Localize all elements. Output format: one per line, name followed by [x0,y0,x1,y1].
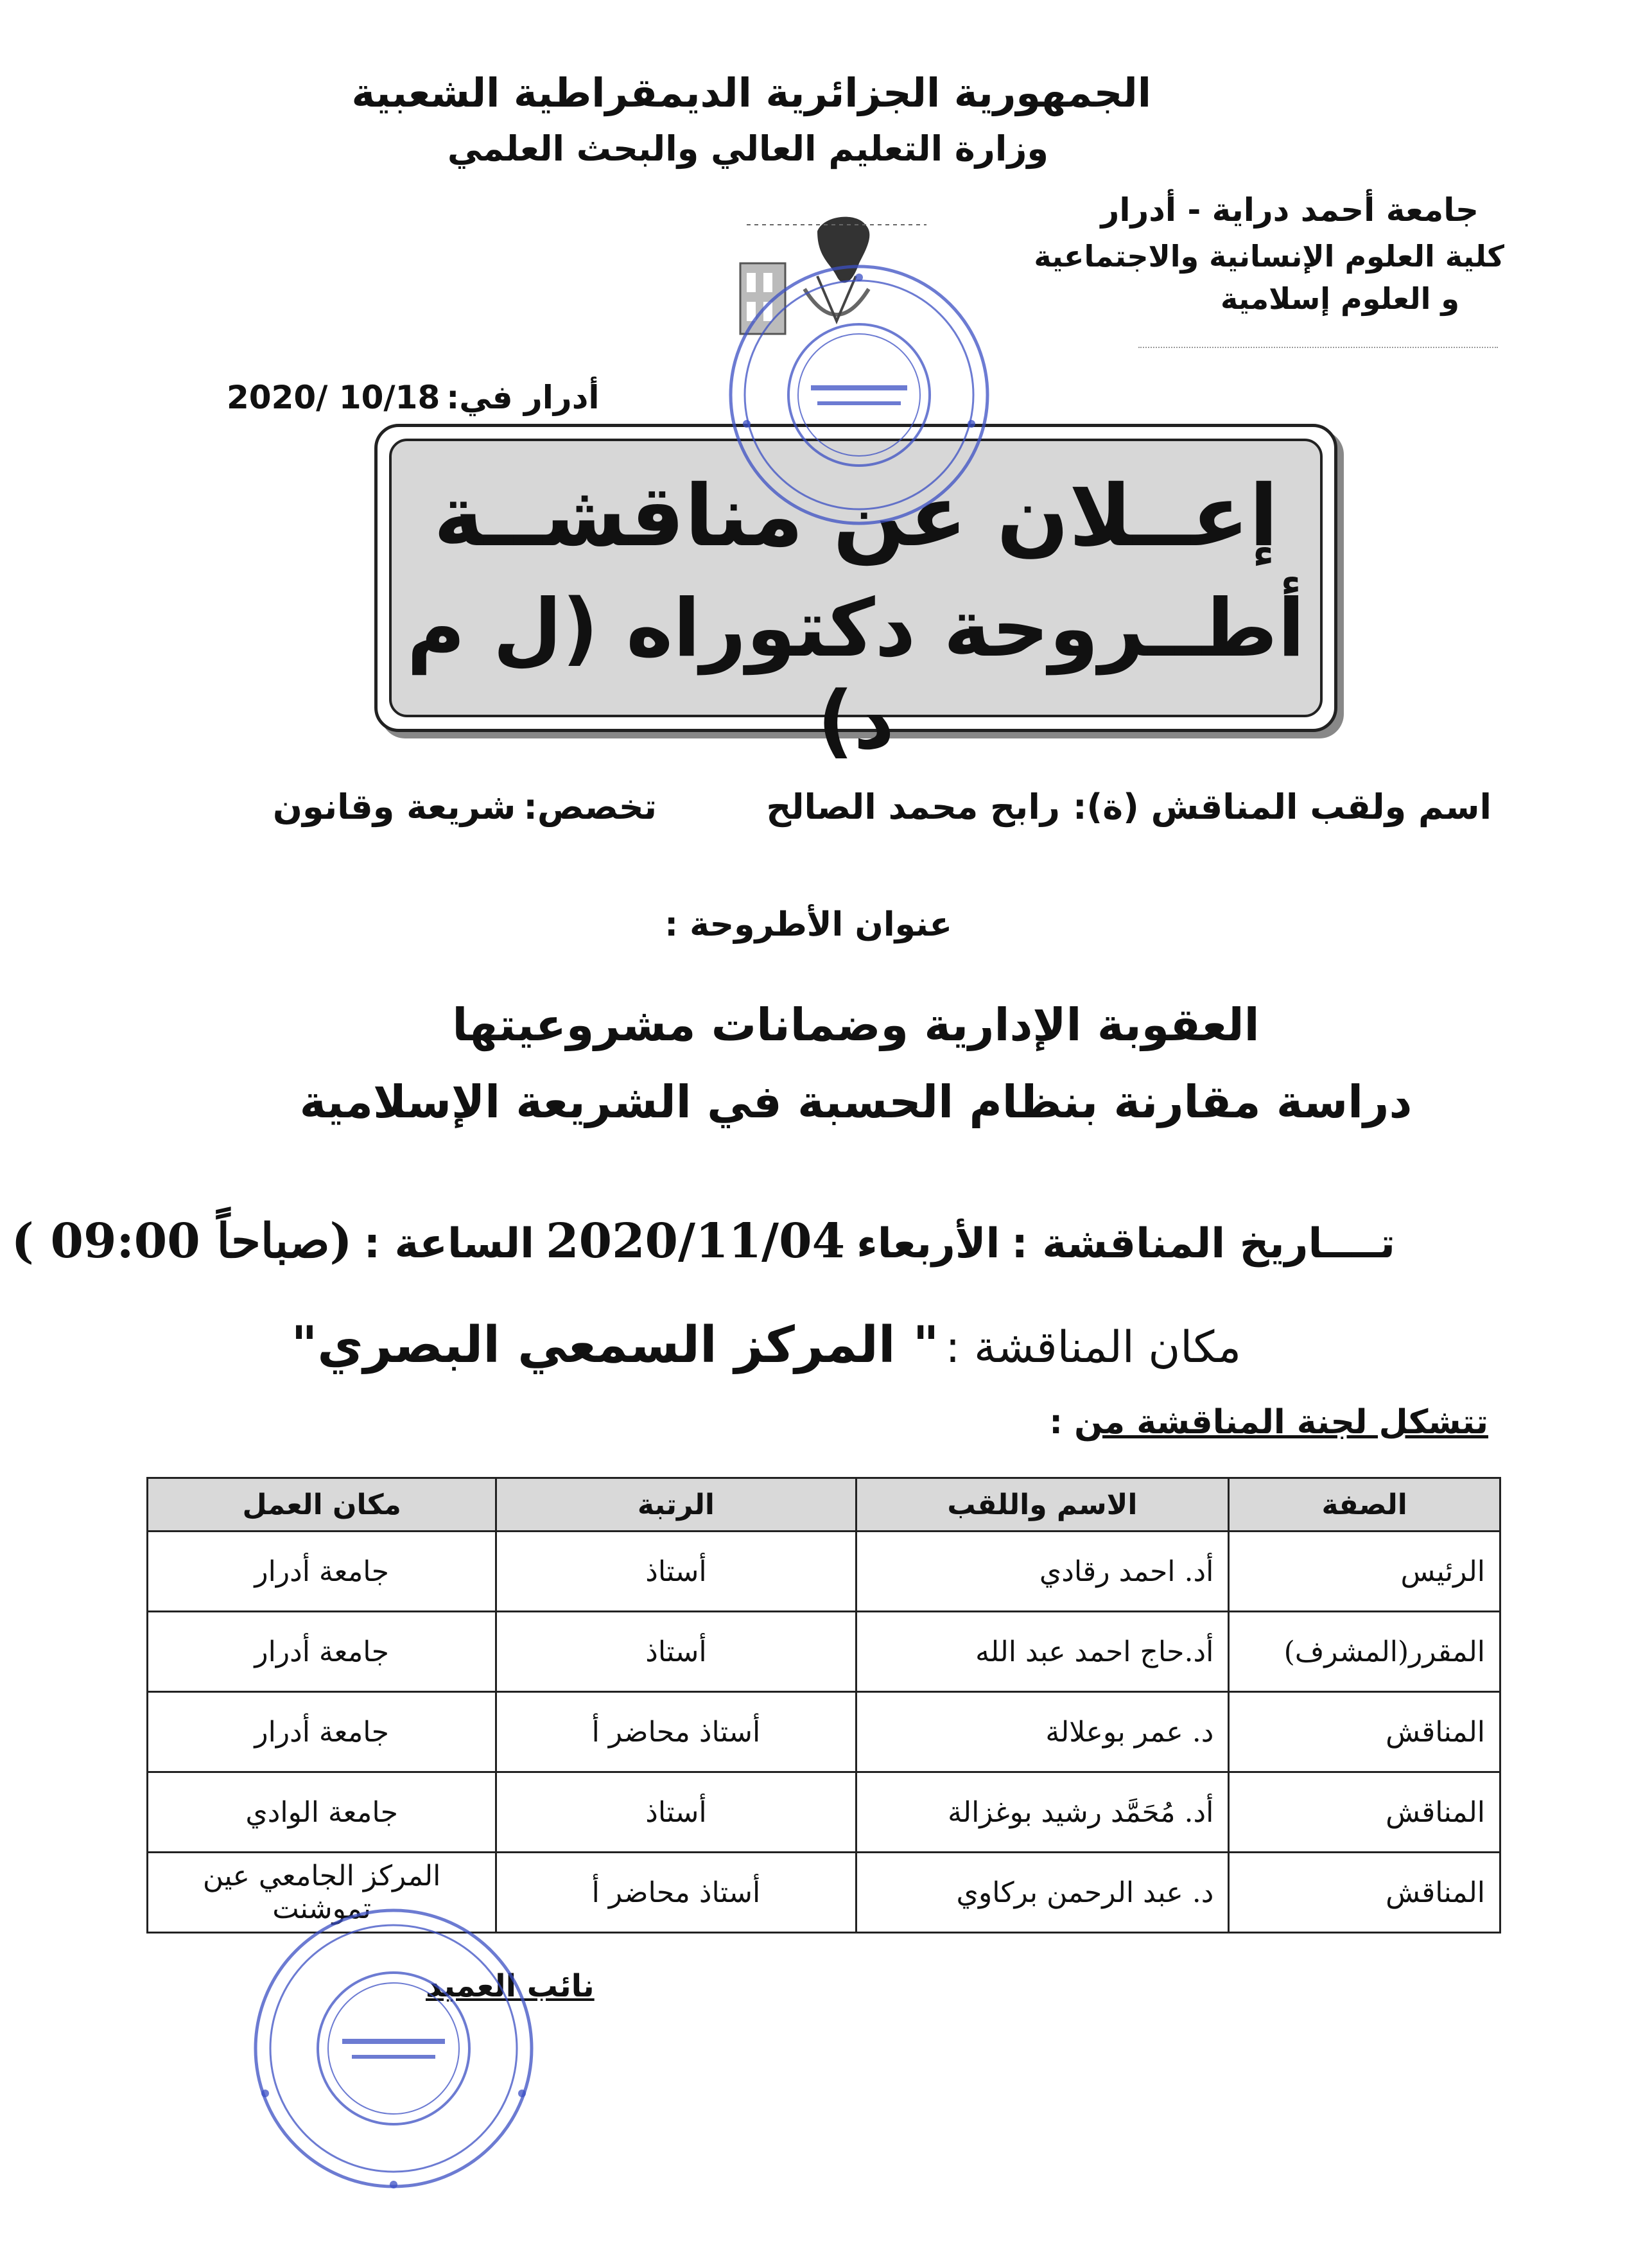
committee-table [146,1477,1501,1933]
member-role: المناقش [1229,1692,1500,1772]
specialty-value: شريعة وقانون [272,787,516,827]
defense-day: الأربعاء [856,1220,1000,1268]
column-header-rank: الرتبة [496,1478,856,1532]
committee-label-suffix: : [1049,1403,1075,1442]
defense-date-label: تــــاريخ المناقشة : [1011,1220,1395,1268]
member-name: د. عمر بوعلالة [856,1692,1229,1772]
faculty-name-line2: و العلوم إسلامية [1220,281,1459,316]
thesis-title-line1: العقوبة الإدارية وضمانات مشروعيتها [452,999,1260,1051]
member-role: المناقش [1229,1772,1500,1853]
member-role: المناقش [1229,1853,1500,1933]
column-header-role: الصفة [1229,1478,1500,1532]
thesis-title-label: عنوان الأطروحة : [665,905,952,944]
member-name: أد.حاج احمد عبد الله [856,1612,1229,1692]
committee-label [1049,1403,1488,1442]
table-row [148,1532,1500,1612]
table-row [148,1772,1500,1853]
column-header-workplace: مكان العمل [148,1478,496,1532]
candidate-row [766,787,1491,827]
member-workplace: جامعة أدرار [148,1532,496,1612]
faculty-name-line1: كلية العلوم الإنسانية والاجتماعية [1034,239,1504,274]
thesis-title-line2: دراسة مقارنة بنظام الحسبة في الشريعة الإسلامية [299,1076,1413,1128]
date-value: 2020/ 10/18 [227,379,440,416]
member-role: المقرر(المشرف) [1229,1612,1500,1692]
defense-time-label: الساعة : [363,1220,535,1268]
member-rank: أستاذ [496,1612,856,1692]
member-workplace: جامعة الوادي [148,1772,496,1853]
defense-datetime [0,1214,1395,1269]
document-page [11,0,1652,2252]
table-header-row [148,1478,1500,1532]
member-rank: أستاذ محاضر أ [496,1853,856,1933]
member-role: الرئيس [1229,1532,1500,1612]
member-rank: أستاذ [496,1532,856,1612]
republic-heading: الجمهورية الجزائرية الديمقراطية الشعبية [351,69,1151,116]
table-row [148,1692,1500,1772]
specialty-label: تخصص: [523,787,657,827]
candidate-name-label: اسم ولقب المناقش (ة): [1072,787,1491,827]
ministry-heading: وزارة التعليم العالي والبحث العلمي [447,128,1048,169]
signature-title: نائب العميد [426,1968,595,2004]
committee-label-text: تتشكل لجنة المناقشة من [1074,1403,1488,1442]
date-label: أدرار في: [446,379,600,416]
candidate-name: رابح محمد الصالح [766,787,1060,827]
member-rank: أستاذ [496,1772,856,1853]
defense-place-label: مكان المناقشة : [945,1322,1241,1373]
defense-place [291,1316,1241,1374]
announcement-title-line1: إعــلان عن مناقشــة [433,467,1278,566]
column-header-name: الاسم واللقب [856,1478,1229,1532]
official-stamp-icon [246,1901,541,2196]
member-workplace: جامعة أدرار [148,1612,496,1692]
member-workplace: جامعة أدرار [148,1692,496,1772]
specialty-row [273,787,657,827]
document-date [227,379,600,416]
member-name: د. عبد الرحمن بركاوي [856,1853,1229,1933]
member-name: أد. مُحَمَّد رشيد بوغزالة [856,1772,1229,1853]
official-stamp-icon [721,257,997,533]
table-row [148,1612,1500,1692]
header-divider [1138,347,1498,348]
member-rank: أستاذ محاضر أ [496,1692,856,1772]
member-workplace: المركز الجامعي عين تموشنت [148,1853,496,1933]
defense-time: ( 09:00 صباحاً) [11,1214,352,1269]
member-name: أد. احمد رقادي [856,1532,1229,1612]
defense-place-value: " المركز السمعي البصري" [291,1316,939,1374]
defense-date: 2020/11/04 [546,1214,846,1269]
announcement-title-line2: أطــروحة دكتوراه (ل م د) [406,582,1305,767]
university-name: جامعة أحمد دراية - أدرار [1100,191,1479,229]
